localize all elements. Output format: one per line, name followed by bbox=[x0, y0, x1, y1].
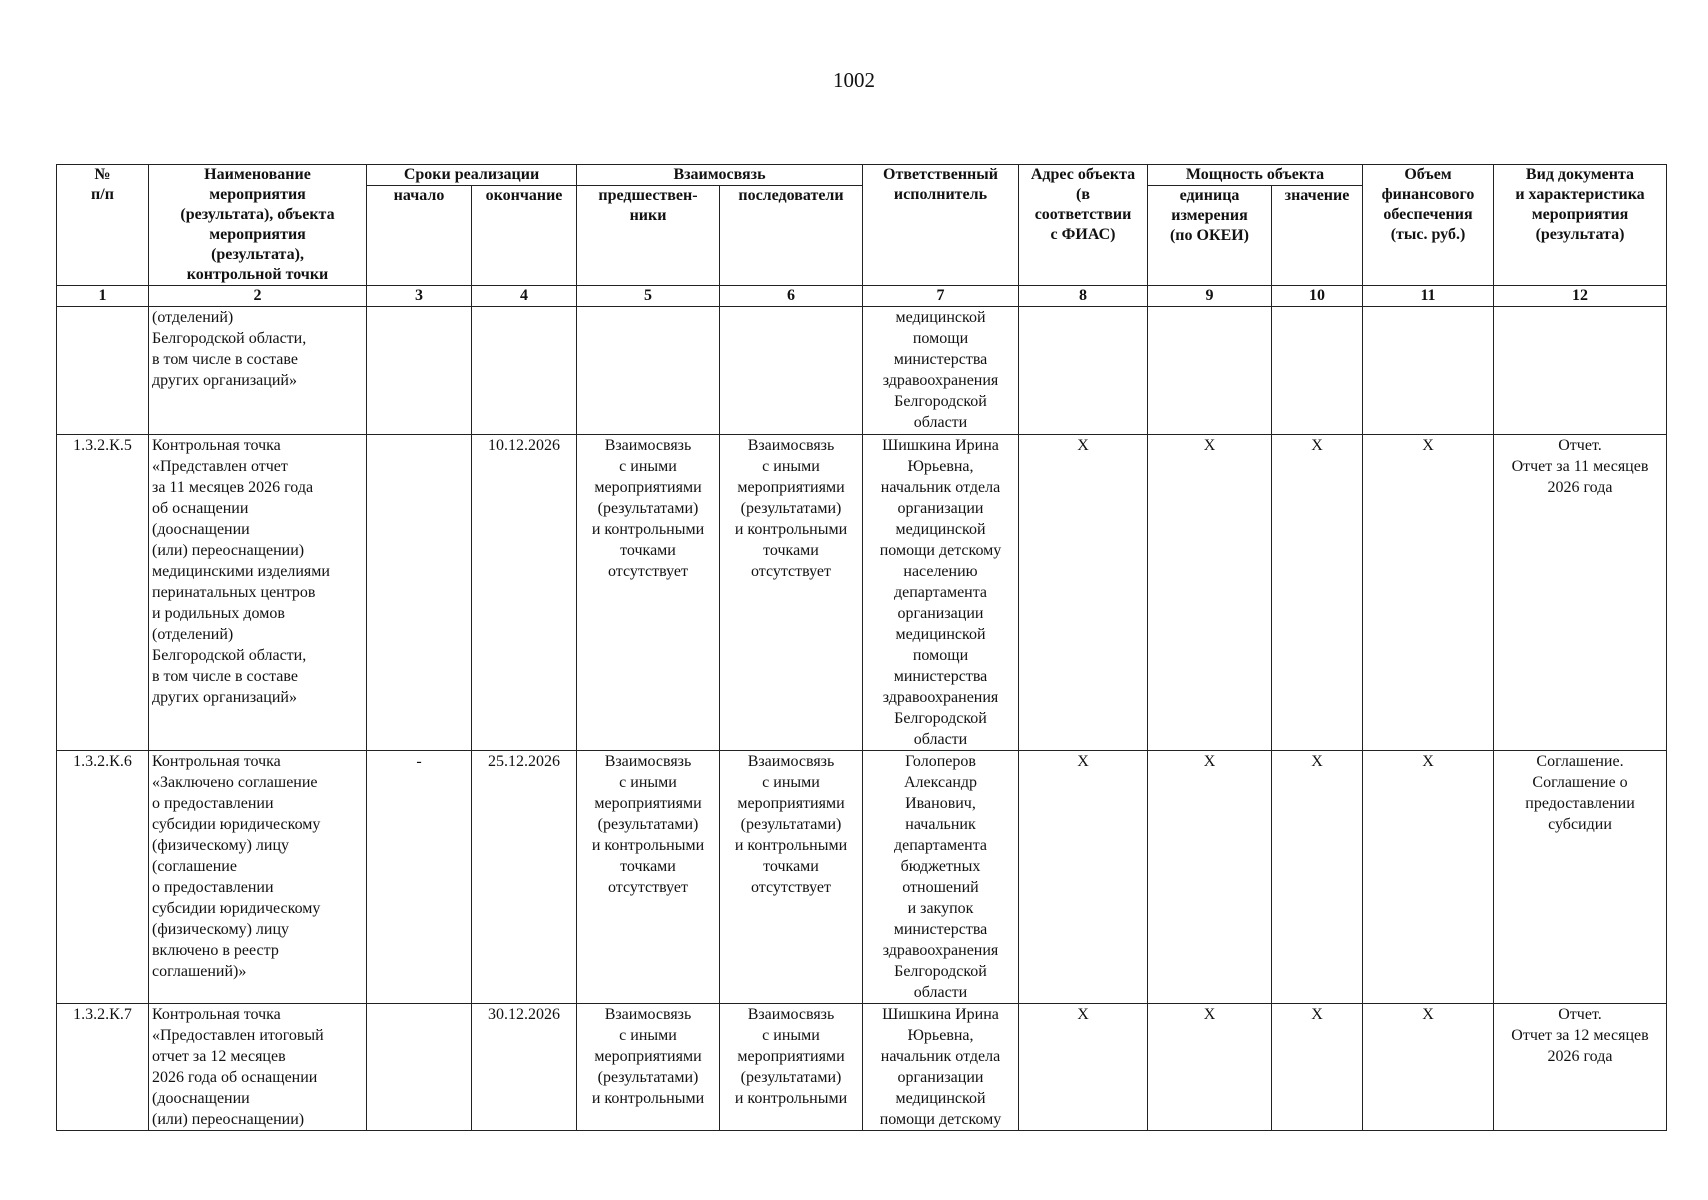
header-terms: Сроки реализации bbox=[367, 165, 577, 186]
row-address: Х bbox=[1019, 435, 1148, 751]
row-name: Контрольная точка «Предоставлен итоговый отчет за 12 месяцев 2026 года об оснащении (дооснащении (или) переоснащении) bbox=[149, 1004, 367, 1131]
row-end bbox=[472, 307, 577, 435]
row-successors bbox=[720, 307, 863, 435]
row-num: 1.3.2.К.7 bbox=[57, 1004, 149, 1131]
row-predecessors: Взаимосвязь с иными мероприятиями (результатами) и контрольными точками отсутствует bbox=[577, 435, 720, 751]
row-finance: Х bbox=[1363, 435, 1494, 751]
header-finance: Объем финансового обеспечения (тыс. руб.) bbox=[1363, 165, 1494, 286]
row-name: Контрольная точка «Представлен отчет за 11 месяцев 2026 года об оснащении (дооснащении (или) переоснащении) медицинскими изделиями перинатальных центров и родильных домов (отделений) Белгородской области, в том числе в составе других организаций» bbox=[149, 435, 367, 751]
header-successors: последователи bbox=[720, 186, 863, 286]
row-num: 1.3.2.К.6 bbox=[57, 751, 149, 1004]
row-value bbox=[1272, 307, 1363, 435]
row-responsible: Шишкина Ирина Юрьевна, начальник отдела организации медицинской помощи детскому населению департамента организации медицинской помощи министерства здравоохранения Белгородской области bbox=[863, 435, 1019, 751]
row-doc bbox=[1494, 307, 1667, 435]
row-responsible: Голоперов Александр Иванович, начальник департамента бюджетных отношений и закупок министерства здравоохранения Белгородской области bbox=[863, 751, 1019, 1004]
table-row bbox=[57, 751, 1667, 1004]
row-finance: Х bbox=[1363, 751, 1494, 1004]
header-doc-type: Вид документа и характеристика мероприятия (результата) bbox=[1494, 165, 1667, 286]
row-start: - bbox=[367, 751, 472, 1004]
row-end: 30.12.2026 bbox=[472, 1004, 577, 1131]
row-num bbox=[57, 307, 149, 435]
row-address bbox=[1019, 307, 1148, 435]
row-start bbox=[367, 435, 472, 751]
col-number: 11 bbox=[1363, 286, 1494, 307]
row-doc: Отчет. Отчет за 12 месяцев 2026 года bbox=[1494, 1004, 1667, 1131]
col-number: 4 bbox=[472, 286, 577, 307]
header-start: начало bbox=[367, 186, 472, 286]
col-number: 6 bbox=[720, 286, 863, 307]
row-responsible: медицинской помощи министерства здравоохранения Белгородской области bbox=[863, 307, 1019, 435]
col-number: 3 bbox=[367, 286, 472, 307]
row-predecessors bbox=[577, 307, 720, 435]
row-start bbox=[367, 307, 472, 435]
col-number: 10 bbox=[1272, 286, 1363, 307]
col-number: 1 bbox=[57, 286, 149, 307]
header-predecessors: предшествен- ники bbox=[577, 186, 720, 286]
header-value: значение bbox=[1272, 186, 1363, 286]
row-address: Х bbox=[1019, 751, 1148, 1004]
row-unit: Х bbox=[1148, 751, 1272, 1004]
row-finance: Х bbox=[1363, 1004, 1494, 1131]
header-capacity: Мощность объекта bbox=[1148, 165, 1363, 186]
header-num: № п/п bbox=[57, 165, 149, 286]
row-unit: Х bbox=[1148, 1004, 1272, 1131]
col-number: 9 bbox=[1148, 286, 1272, 307]
table-row bbox=[57, 1004, 1667, 1131]
row-successors: Взаимосвязь с иными мероприятиями (результатами) и контрольными точками отсутствует bbox=[720, 751, 863, 1004]
header-row-1 bbox=[57, 165, 1667, 186]
row-unit: Х bbox=[1148, 435, 1272, 751]
row-end: 25.12.2026 bbox=[472, 751, 577, 1004]
header-name: Наименование мероприятия (результата), объекта мероприятия (результата), контрольной точки bbox=[149, 165, 367, 286]
row-name: Контрольная точка «Заключено соглашение о предоставлении субсидии юридическому (физическому) лицу (соглашение о предоставлении субсидии юридическому (физическому) лицу включено в реестр соглашений)» bbox=[149, 751, 367, 1004]
row-unit bbox=[1148, 307, 1272, 435]
row-successors: Взаимосвязь с иными мероприятиями (результатами) и контрольными точками отсутствует bbox=[720, 435, 863, 751]
row-address: Х bbox=[1019, 1004, 1148, 1131]
table-row bbox=[57, 307, 1667, 435]
column-numbers-row bbox=[57, 286, 1667, 307]
row-value: Х bbox=[1272, 751, 1363, 1004]
row-end: 10.12.2026 bbox=[472, 435, 577, 751]
header-unit: единица измерения (по ОКЕИ) bbox=[1148, 186, 1272, 286]
row-start bbox=[367, 1004, 472, 1131]
row-value: Х bbox=[1272, 1004, 1363, 1131]
col-number: 12 bbox=[1494, 286, 1667, 307]
col-number: 7 bbox=[863, 286, 1019, 307]
header-address: Адрес объекта (в соответствии с ФИАС) bbox=[1019, 165, 1148, 286]
header-relation: Взаимосвязь bbox=[577, 165, 863, 186]
row-doc: Отчет. Отчет за 11 месяцев 2026 года bbox=[1494, 435, 1667, 751]
table-row bbox=[57, 435, 1667, 751]
row-finance bbox=[1363, 307, 1494, 435]
row-responsible: Шишкина Ирина Юрьевна, начальник отдела организации медицинской помощи детскому bbox=[863, 1004, 1019, 1131]
row-value: Х bbox=[1272, 435, 1363, 751]
header-responsible: Ответственный исполнитель bbox=[863, 165, 1019, 286]
col-number: 5 bbox=[577, 286, 720, 307]
row-successors: Взаимосвязь с иными мероприятиями (результатами) и контрольными bbox=[720, 1004, 863, 1131]
schedule-table bbox=[56, 164, 1667, 1131]
row-name: (отделений) Белгородской области, в том числе в составе других организаций» bbox=[149, 307, 367, 435]
col-number: 2 bbox=[149, 286, 367, 307]
row-num: 1.3.2.К.5 bbox=[57, 435, 149, 751]
row-doc: Соглашение. Соглашение о предоставлении субсидии bbox=[1494, 751, 1667, 1004]
row-predecessors: Взаимосвязь с иными мероприятиями (результатами) и контрольными bbox=[577, 1004, 720, 1131]
header-end: окончание bbox=[472, 186, 577, 286]
page-number: 1002 bbox=[833, 68, 875, 92]
col-number: 8 bbox=[1019, 286, 1148, 307]
row-predecessors: Взаимосвязь с иными мероприятиями (результатами) и контрольными точками отсутствует bbox=[577, 751, 720, 1004]
